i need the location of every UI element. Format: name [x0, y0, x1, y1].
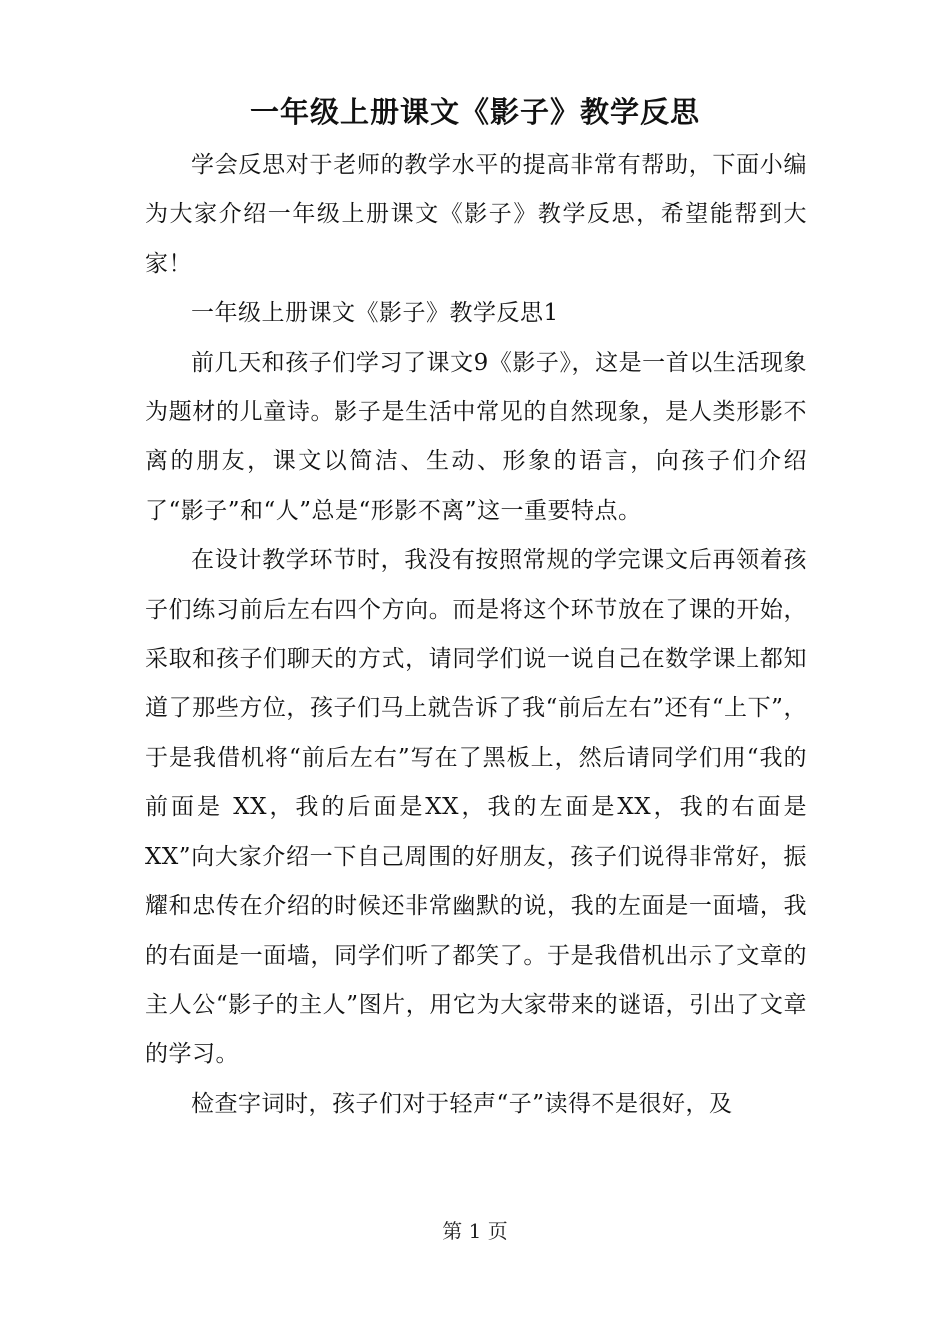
paragraph-lesson-overview: 前几天和孩子们学习了课文9《影子》，这是一首以生活现象为题材的儿童诗。影子是生活中常见的自然现象，是人类形影不离的朋友，课文以简洁、生动、形象的语言，向孩子们介绍了“影子”和“人”总是“形影不离”这一重要特点。	[145, 349, 807, 524]
section-heading: 一年级上册课文《影子》教学反思1	[191, 300, 559, 327]
page-number: 第 1 页	[442, 1219, 508, 1243]
paragraph-intro: 学会反思对于老师的教学水平的提高非常有帮助，下面小编为大家介绍一年级上册课文《影子》教学反思，希望能帮到大家！	[145, 152, 807, 277]
paragraph-teaching-design: 在设计教学环节时，我没有按照常规的学完课文后再领着孩子们练习前后左右四个方向。而是将这个环节放在了课的开始，采取和孩子们聊天的方式，请同学们说一说自己在数学课上都知道了那些方位，孩子们马上就告诉了我“前后左右”还有“上下”，于是我借机将“前后左右”写在了黑板上，然后请同学们用“我的前面是 XX，我的后面是XX，我的左面是XX，我的右面是XX”向大家介绍一下自己周围的好朋友，孩子们说得非常好，振耀和忠传在介绍的时候还非常幽默的说，我的左面是一面墙，我的右面是一面墙，同学们听了都笑了。于是我借机出示了文章的主人公“影子的主人”图片，用它为大家带来的谜语，引出了文章的学习。	[145, 547, 807, 1068]
page-title: 一年级上册课文《影子》教学反思	[249, 95, 700, 129]
document-body	[145, 141, 807, 1129]
paragraph-vocabulary-check: 检查字词时，孩子们对于轻声“子”读得不是很好，及	[191, 1090, 733, 1117]
